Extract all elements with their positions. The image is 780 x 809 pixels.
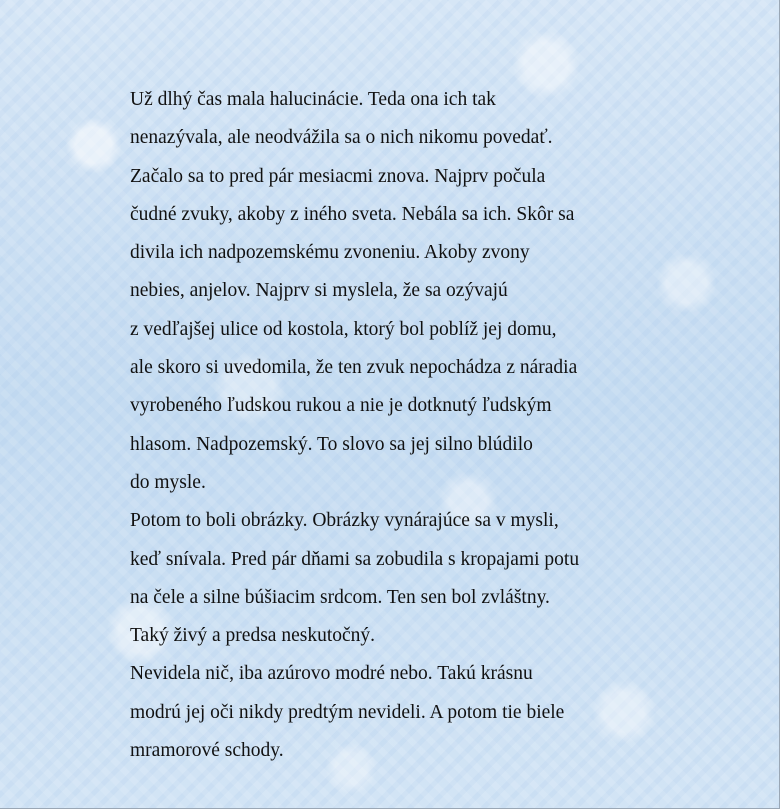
text-line: mramorové schody. — [130, 740, 284, 762]
story-text — [130, 81, 690, 770]
text-line: Už dlhý čas mala halucinácie. Teda ona ich tak — [130, 89, 496, 110]
text-line: Nevidela nič, iba azúrovo modré nebo. Takú krásnu — [130, 663, 533, 685]
text-line: z vedľajšej ulice od kostola, ktorý bol poblíž jej domu, — [130, 318, 557, 340]
text-line: modrú jej oči nikdy predtým nevideli. A potom tie biele — [130, 701, 565, 723]
text-line: čudné zvuky, akoby z iného sveta. Nebála sa ich. Skôr sa — [130, 203, 575, 225]
text-line: Začalo sa to pred pár mesiacmi znova. Najprv počula — [130, 165, 546, 187]
text-line: nenazývala, ale neodvážila sa o nich nikomu povedať. — [130, 127, 553, 149]
text-line: nebies, anjelov. Najprv si myslela, že sa ozývajú — [130, 280, 508, 302]
text-line: do mysle. — [130, 471, 206, 493]
text-line: hlasom. Nadpozemský. To slovo sa jej silno blúdilo — [130, 433, 533, 455]
text-line: Taký živý a predsa neskutočný. — [130, 625, 376, 647]
text-line: ale skoro si uvedomila, že ten zvuk nepochádza z náradia — [130, 357, 578, 379]
text-line: keď snívala. Pred pár dňami sa zobudila s kropajami potu — [130, 548, 580, 570]
text-line: vyrobeného ľudskou rukou a nie je dotknutý ľudským — [130, 395, 552, 417]
text-line: Potom to boli obrázky. Obrázky vynárajúce sa v mysli, — [130, 510, 559, 532]
text-line: na čele a silne búšiacim srdcom. Ten sen bol zvláštny. — [130, 586, 550, 608]
text-line: divila ich nadpozemskému zvoneniu. Akoby zvony — [130, 242, 530, 264]
